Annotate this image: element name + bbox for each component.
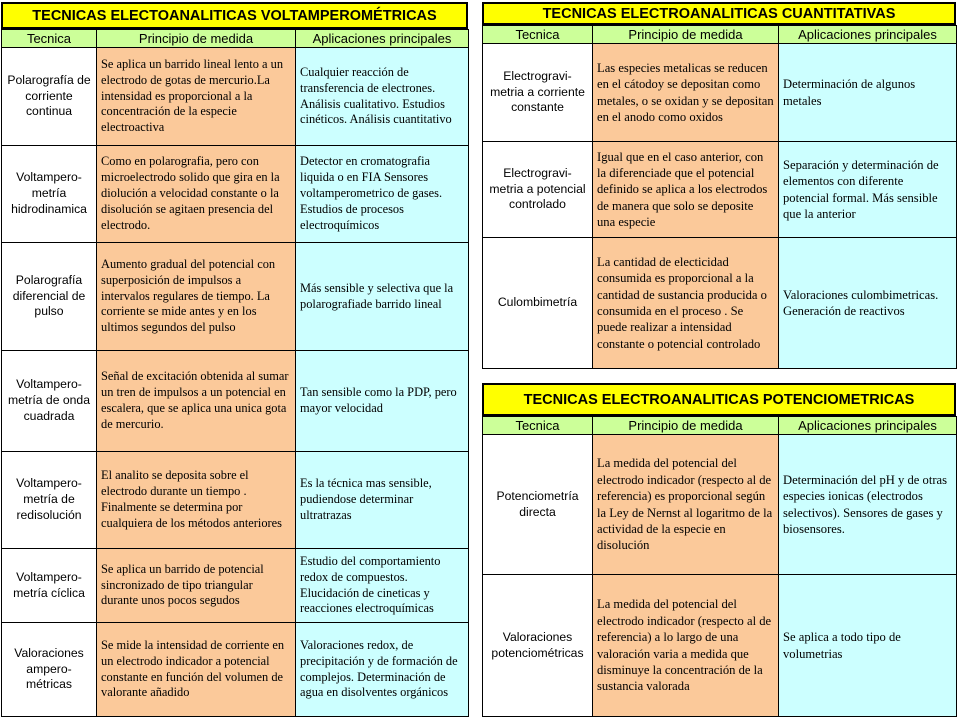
applications-cell: Separación y determinación de elementos con diferente potencial formal. Más sensible que la anterior	[779, 142, 957, 238]
applications-cell: Determinación de algunos metales	[779, 44, 957, 142]
applications-cell: Es la técnica mas sensible, pudiendose determinar ultratrazas	[296, 452, 469, 549]
voltammetric-header-row	[2, 30, 469, 48]
technique-cell: Voltampero-metría de onda cuadrada	[2, 351, 97, 452]
table-row	[2, 549, 469, 623]
quantitative-table	[482, 25, 957, 369]
header-applications: Aplicaciones principales	[296, 30, 469, 48]
quantitative-header-row	[483, 26, 957, 44]
technique-cell: Voltampero-metría hidrodinamica	[2, 146, 97, 243]
technique-cell: Voltampero-metría cíclica	[2, 549, 97, 623]
potentiometric-table	[482, 416, 957, 717]
applications-cell: Valoraciones culombimetricas. Generación de reactivos	[779, 238, 957, 369]
principle-cell: La medida del potencial del electrodo indicador (respecto al de referencia) es proporcional según la Ley de Nernst al logaritmo de la actividad de la especie en disolución	[593, 435, 779, 575]
applications-cell: Más sensible y selectiva que la polarografiade barrido lineal	[296, 243, 469, 351]
table-row	[2, 452, 469, 549]
applications-cell: Estudio del comportamiento redox de compuestos. Elucidación de cineticas y reacciones electroquímicas	[296, 549, 469, 623]
technique-cell: Electrogravi-metria a potencial controlado	[483, 142, 593, 238]
header-principle: Principio de medida	[97, 30, 296, 48]
table-row	[483, 435, 957, 575]
table-row	[2, 48, 469, 146]
quantitative-panel	[482, 2, 956, 368]
table-row	[2, 146, 469, 243]
table-row	[483, 142, 957, 238]
table-row	[2, 623, 469, 717]
principle-cell: Igual que en el caso anterior, con la diferenciade que el potencial definido se aplica a los electrodos de manera que solo se deposite una especie	[593, 142, 779, 238]
technique-cell: Polarografía de corriente continua	[2, 48, 97, 146]
principle-cell: Se aplica un barrido de potencial sincronizado de tipo triangular durante unos pocos segudos	[97, 549, 296, 623]
table-row	[2, 243, 469, 351]
applications-cell: Determinación del pH y de otras especies ionicas (electrodos selectivos). Sensores de gases y biosensores.	[779, 435, 957, 575]
principle-cell: La medida del potencial del electrodo indicador (respecto al de referencia) a lo largo de una valoración varia a medida que disminuye la concentración de la sustancia valorada	[593, 575, 779, 717]
header-technique: Tecnica	[483, 417, 593, 435]
voltammetric-title: TECNICAS ELECTOANALITICAS VOLTAMPEROMÉTRICAS	[1, 2, 468, 29]
table-row	[2, 351, 469, 452]
technique-cell: Valoraciones potenciométricas	[483, 575, 593, 717]
principle-cell: Aumento gradual del potencial con superposición de impulsos a intervalos regulares de tiempo. La corriente se mide antes y en los ultimos segundos del pulso	[97, 243, 296, 351]
principle-cell: El analito se deposita sobre el electrodo durante un tiempo . Finalmente se determina por cualquiera de los métodos anteriores	[97, 452, 296, 549]
principle-cell: Las especies metalicas se reducen en el cátodoy se depositan como metales, o se oxidan y se depositan en el anodo como oxidos	[593, 44, 779, 142]
principle-cell: Como en polarografia, pero con microelectrodo solido que gira en la diolución a velocidad constante o la disolución se agitaen presencia del electrodo.	[97, 146, 296, 243]
potentiometric-header-row	[483, 417, 957, 435]
technique-cell: Electrogravi-metria a corriente constante	[483, 44, 593, 142]
table-row	[483, 238, 957, 369]
principle-cell: Se aplica un barrido lineal lento a un electrodo de gotas de mercurio.La intensidad es proporcional a la concentración de la especie electroactiva	[97, 48, 296, 146]
header-applications: Aplicaciones principales	[779, 26, 957, 44]
principle-cell: La cantidad de electicidad consumida es proporcional a la cantidad de sustancia producida o consumida en el proceso . Se puede realizar a intensidad constante o potencial controlado	[593, 238, 779, 369]
applications-cell: Tan sensible como la PDP, pero mayor velocidad	[296, 351, 469, 452]
technique-cell: Potenciometría directa	[483, 435, 593, 575]
applications-cell: Se aplica a todo tipo de volumetrias	[779, 575, 957, 717]
header-principle: Principio de medida	[593, 26, 779, 44]
applications-cell: Valoraciones redox, de precipitación y de formación de complejos. Determinación de agua en disolventes orgánicos	[296, 623, 469, 717]
potentiometric-panel	[482, 383, 956, 718]
header-principle: Principio de medida	[593, 417, 779, 435]
technique-cell: Polarografía diferencial de pulso	[2, 243, 97, 351]
applications-cell: Detector en cromatografia liquida o en FIA Sensores voltamperometrico de gases. Estudios de procesos electroquímicos	[296, 146, 469, 243]
header-technique: Tecnica	[483, 26, 593, 44]
header-technique: Tecnica	[2, 30, 97, 48]
applications-cell: Cualquier reacción de transferencia de electrones. Análisis cualitativo. Estudios cinéticos. Análisis cuantitativo	[296, 48, 469, 146]
technique-cell: Culombimetría	[483, 238, 593, 369]
potentiometric-title: TECNICAS ELECTROANALITICAS POTENCIOMETRICAS	[482, 383, 956, 416]
principle-cell: Se mide la intensidad de corriente en un electrodo indicador a potencial constante en función del volumen de valorante añadido	[97, 623, 296, 717]
principle-cell: Señal de excitación obtenida al sumar un tren de impulsos a un potencial en escalera, que se aplica una unica gota de mercurio.	[97, 351, 296, 452]
voltammetric-panel	[1, 2, 468, 718]
quantitative-title: TECNICAS ELECTROANALITICAS CUANTITATIVAS	[482, 2, 956, 25]
technique-cell: Valoraciones ampero-métricas	[2, 623, 97, 717]
voltammetric-table	[1, 29, 469, 717]
table-row	[483, 575, 957, 717]
header-applications: Aplicaciones principales	[779, 417, 957, 435]
table-row	[483, 44, 957, 142]
technique-cell: Voltampero-metría de redisolución	[2, 452, 97, 549]
